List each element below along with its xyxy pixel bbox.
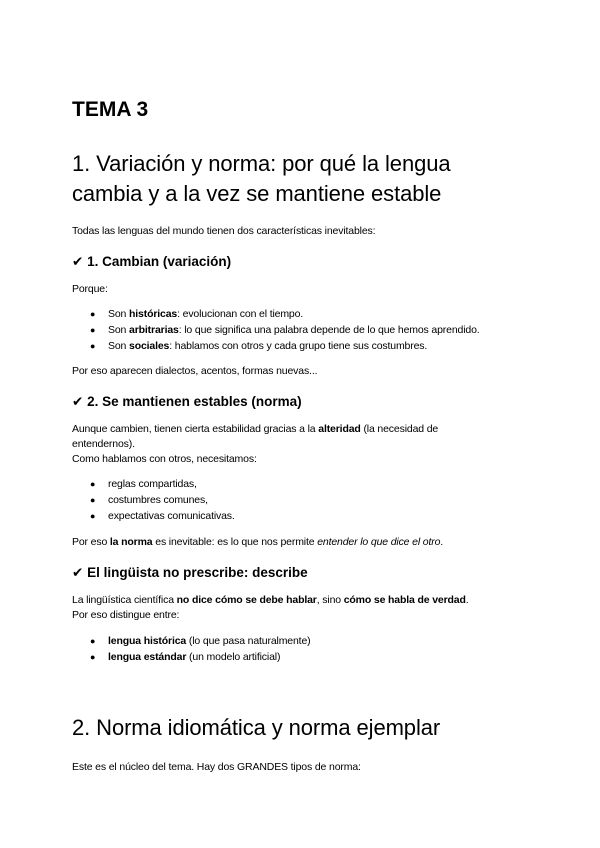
paragraph-text: Por eso (72, 536, 110, 548)
section-2-heading: 2. Norma idiomática y norma ejemplar (72, 715, 441, 740)
section-2-intro: Este es el núcleo del tema. Hay dos GRANDES tipos de norma: (72, 761, 361, 773)
list-item-bold: lengua histórica (108, 635, 187, 647)
section-1-heading (72, 149, 450, 209)
bullet-icon: ● (90, 652, 96, 662)
list-item (72, 508, 235, 524)
subsection-cambian-title: 1. Cambian (variación) (87, 254, 232, 269)
checkmark-icon: ✔ (72, 565, 84, 580)
bullet-icon: ● (90, 309, 96, 319)
bullet-icon: ● (90, 636, 96, 646)
subsection-estables-outro (72, 535, 443, 550)
list-item-text: Son (108, 308, 129, 320)
checkmark-icon: ✔ (72, 394, 84, 409)
list-item-text: : lo que significa una palabra depende de lo que hemos aprendido. (178, 324, 480, 336)
list-item-text: costumbres comunes, (108, 494, 208, 506)
subsection-linguista-title: El lingüista no prescribe: describe (87, 565, 308, 580)
paragraph-text: Aunque cambien, tienen cierta estabilidad gracias a la (72, 423, 319, 435)
paragraph-text: entendernos). (72, 438, 135, 450)
list-item (72, 633, 311, 649)
section-1-intro: Todas las lenguas del mundo tienen dos características inevitables: (72, 225, 376, 237)
list-item-text: Son (108, 324, 129, 336)
list-item-bold: sociales (129, 340, 170, 352)
paragraph-text: . (440, 536, 444, 548)
paragraph-text: (la necesidad de (360, 423, 439, 435)
section-1-heading-line-1: 1. Variación y norma: por qué la lengua (72, 151, 451, 176)
list-item-text: expectativas comunicativas. (108, 510, 235, 522)
bullet-icon: ● (90, 341, 96, 351)
list-item-text: : hablamos con otros y cada grupo tiene sus costumbres. (169, 340, 428, 352)
paragraph-text: . (465, 594, 469, 606)
bullet-icon: ● (90, 479, 96, 489)
subsection-linguista-paragraph (72, 593, 469, 623)
list-item (72, 649, 311, 665)
bullet-icon: ● (90, 511, 96, 521)
subsection-estables-title: 2. Se mantienen estables (norma) (87, 394, 302, 409)
document-title: TEMA 3 (72, 98, 149, 121)
list-item (72, 338, 480, 354)
subsection-cambian-lead: Porque: (72, 283, 108, 295)
list-item (72, 492, 235, 508)
paragraph-text: Por eso distingue entre: (72, 609, 180, 621)
linguista-list (72, 633, 311, 665)
paragraph-italic: entender lo que dice el otro (317, 536, 441, 548)
list-item-bold: arbitrarias (129, 324, 179, 336)
checkmark-icon: ✔ (72, 254, 84, 269)
subsection-cambian-outro: Por eso aparecen dialectos, acentos, formas nuevas... (72, 365, 318, 377)
paragraph-text: La lingüística científica (72, 594, 177, 606)
list-item (72, 306, 480, 322)
list-item (72, 322, 480, 338)
paragraph-bold: alteridad (318, 423, 361, 435)
list-item (72, 476, 235, 492)
list-item-bold: históricas (129, 308, 178, 320)
subsection-cambian-heading (72, 253, 231, 271)
section-1-heading-line-2: cambia y a la vez se mantiene estable (72, 181, 442, 206)
subsection-linguista-heading (72, 564, 308, 582)
paragraph-text: es inevitable: es lo que nos permite (152, 536, 318, 548)
bullet-icon: ● (90, 495, 96, 505)
subsection-estables-paragraph (72, 422, 438, 467)
estables-list (72, 476, 235, 524)
paragraph-text: Como hablamos con otros, necesitamos: (72, 453, 257, 465)
list-item-text: (un modelo artificial) (186, 651, 281, 663)
list-item-text: Son (108, 340, 129, 352)
cambian-list (72, 306, 480, 354)
paragraph-bold: la norma (109, 536, 153, 548)
list-item-text: : evolucionan con el tiempo. (177, 308, 304, 320)
list-item-text: (lo que pasa naturalmente) (186, 635, 311, 647)
bullet-icon: ● (90, 325, 96, 335)
paragraph-text: , sino (316, 594, 344, 606)
list-item-text: reglas compartidas, (108, 478, 197, 490)
paragraph-bold: cómo se habla de verdad (343, 594, 466, 606)
list-item-bold: lengua estándar (108, 651, 187, 663)
subsection-estables-heading (72, 393, 302, 411)
paragraph-bold: no dice cómo se debe hablar (176, 594, 317, 606)
